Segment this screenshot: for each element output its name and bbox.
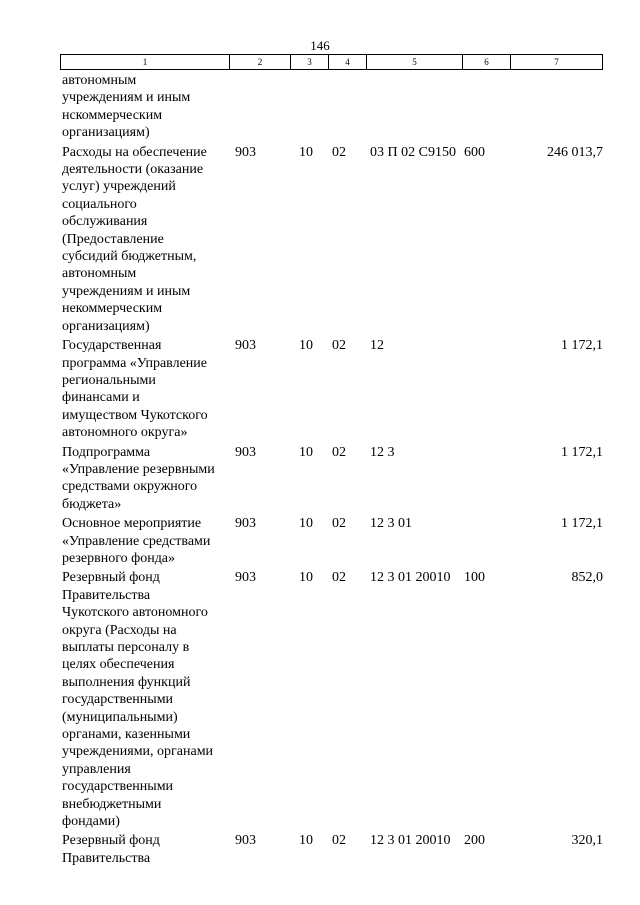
row-ministry-code: 903 [235, 516, 256, 532]
page-number: 146 [310, 38, 330, 53]
row-amount: 1 172,1 [561, 516, 603, 532]
row-expense-type: 600 [464, 144, 485, 160]
row-expense-type: 100 [464, 570, 485, 586]
row-amount [512, 72, 603, 142]
table-header-row [60, 54, 603, 70]
table-row [62, 515, 603, 567]
header-col-6: 6 [463, 55, 511, 69]
table-row [62, 144, 603, 335]
row-section: 10 [299, 338, 313, 354]
row-expense-type [464, 444, 512, 514]
row-amount: 1 172,1 [561, 338, 603, 354]
row-name: Резервный фонд Правительства Чукотского автономного округа (Расходы на выплаты персоналу в целях обеспечения выполнения функций государственными (муниципальными) органами, казенными учреждениями, органами управления государственными внебюджетными фондами) [62, 570, 214, 830]
row-name: автономным учреждениям и иным нскоммерческим организациям) [62, 73, 191, 141]
row-subsection: 02 [332, 338, 346, 354]
row-name: Расходы на обеспечение деятельности (оказание услуг) учреждений социального обслуживания (Предоставление субсидий бюджетным, автономным учреждениям и иным некоммерческим организациям) [62, 144, 207, 334]
header-col-5: 5 [367, 55, 463, 69]
header-col-4: 4 [329, 55, 367, 69]
row-expense-type [464, 337, 512, 441]
row-ministry-code: 903 [235, 444, 256, 460]
header-col-7: 7 [554, 57, 559, 67]
row-target-article [368, 72, 464, 142]
row-subsection: 02 [332, 516, 346, 532]
row-subsection [330, 72, 368, 142]
row-subsection: 02 [332, 833, 346, 849]
table-row [62, 337, 603, 441]
row-name: Резервный фонд Правительства [62, 833, 160, 866]
row-target-article: 12 3 01 [370, 516, 412, 532]
table-body [62, 72, 603, 867]
row-amount: 246 013,7 [547, 144, 603, 160]
row-target-article: 03 П 02 С9150 [370, 144, 456, 160]
row-ministry-code: 903 [235, 833, 256, 849]
row-target-article: 12 3 01 20010 [370, 570, 451, 586]
row-ministry-code [231, 72, 292, 142]
row-subsection: 02 [332, 570, 346, 586]
row-section: 10 [299, 144, 313, 160]
row-name: Государственная программа «Управление региональными финансами и имуществом Чукотского автономного округа» [62, 338, 208, 441]
row-section [292, 72, 330, 142]
row-target-article: 12 [370, 338, 384, 354]
row-target-article: 12 3 [370, 444, 395, 460]
row-amount: 1 172,1 [561, 444, 603, 460]
table-row [62, 444, 603, 514]
row-expense-type [464, 515, 512, 567]
header-col-1: 1 [61, 55, 230, 69]
row-section: 10 [299, 570, 313, 586]
row-section: 10 [299, 833, 313, 849]
header-col-2: 2 [230, 55, 291, 69]
row-expense-type [464, 72, 512, 142]
row-ministry-code: 903 [235, 570, 256, 586]
row-expense-type: 200 [464, 833, 485, 849]
row-amount: 852,0 [571, 570, 603, 586]
row-subsection: 02 [332, 444, 346, 460]
table-row [62, 832, 603, 867]
header-col-3: 3 [291, 55, 329, 69]
row-section: 10 [299, 444, 313, 460]
row-subsection: 02 [332, 144, 346, 160]
row-amount: 320,1 [571, 833, 603, 849]
row-target-article: 12 3 01 20010 [370, 833, 451, 849]
row-name: Основное мероприятие «Управление средствами резервного фонда» [62, 516, 211, 566]
table-row [62, 72, 603, 142]
row-ministry-code: 903 [235, 338, 256, 354]
table-row [62, 569, 603, 830]
row-ministry-code: 903 [235, 144, 256, 160]
row-section: 10 [299, 516, 313, 532]
row-name: Подпрограмма «Управление резервными средствами окружного бюджета» [62, 444, 215, 512]
